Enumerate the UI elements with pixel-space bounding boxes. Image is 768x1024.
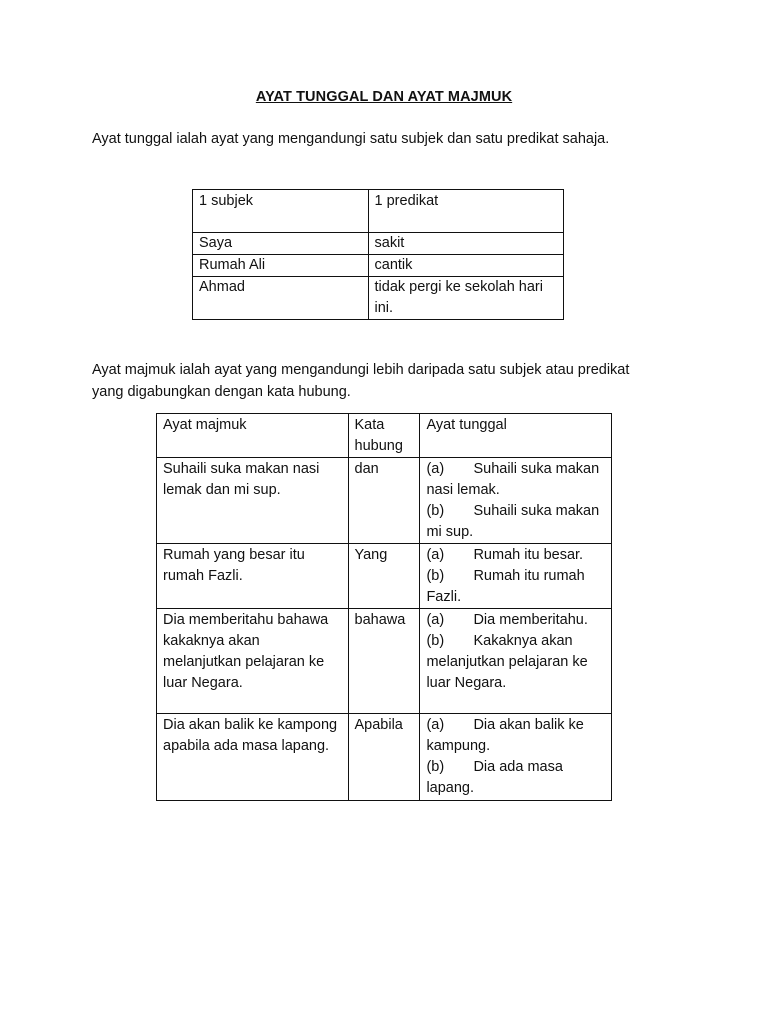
ayat-tunggal-a: (a) Dia akan balik ke kampung. <box>426 717 584 754</box>
ayat-tunggal-b: (b) Suhaili suka makan mi sup. <box>426 503 600 540</box>
ayat-tunggal-table <box>192 189 564 320</box>
cell-ayat-tunggal <box>420 714 612 801</box>
cell-predikat: cantik <box>368 255 563 277</box>
cell-ayat-tunggal <box>420 458 612 544</box>
cell-ayat-majmuk: Dia memberitahu bahawa kakaknya akan melanjutkan pelajaran ke luar Negara. <box>157 609 349 714</box>
table-row <box>157 458 612 544</box>
cell-kata-hubung: Apabila <box>348 714 420 801</box>
cell-subjek: Rumah Ali <box>193 255 369 277</box>
header-ayat-majmuk: Ayat majmuk <box>157 414 349 458</box>
cell-predikat: tidak pergi ke sekolah hari ini. <box>368 277 563 320</box>
table-row <box>157 609 612 714</box>
header-subjek: 1 subjek <box>193 190 369 233</box>
ayat-tunggal-b: (b) Dia ada masa lapang. <box>426 759 563 796</box>
table-header-row <box>193 190 564 233</box>
definition-ayat-majmuk: Ayat majmuk ialah ayat yang mengandungi lebih daripada satu subjek atau predikat yang digabungkan dengan kata hubung. <box>92 362 630 400</box>
cell-ayat-tunggal <box>420 544 612 609</box>
ayat-tunggal-b: (b) Rumah itu rumah Fazli. <box>426 568 585 605</box>
table-row <box>157 544 612 609</box>
ayat-tunggal-a: (a) Rumah itu besar. <box>426 547 584 563</box>
ayat-tunggal-a: (a) Suhaili suka makan nasi lemak. <box>426 461 600 498</box>
cell-predikat: sakit <box>368 233 563 255</box>
ayat-tunggal-b: (b) Kakaknya akan melanjutkan pelajaran ke luar Negara. <box>426 633 588 691</box>
cell-subjek: Ahmad <box>193 277 369 320</box>
page-title: AYAT TUNGGAL DAN AYAT MAJMUK <box>255 89 513 105</box>
ayat-majmuk-table <box>156 413 612 801</box>
definition-ayat-tunggal: Ayat tunggal ialah ayat yang mengandungi satu subjek dan satu predikat sahaja. <box>92 131 610 147</box>
cell-ayat-majmuk: Suhaili suka makan nasi lemak dan mi sup. <box>157 458 349 544</box>
header-predikat: 1 predikat <box>368 190 563 233</box>
cell-kata-hubung: bahawa <box>348 609 420 714</box>
table-row <box>193 255 564 277</box>
cell-ayat-tunggal <box>420 609 612 714</box>
table-row <box>193 277 564 320</box>
table-row <box>193 233 564 255</box>
header-ayat-tunggal: Ayat tunggal <box>420 414 612 458</box>
table-header-row <box>157 414 612 458</box>
cell-ayat-majmuk: Rumah yang besar itu rumah Fazli. <box>157 544 349 609</box>
ayat-tunggal-a: (a) Dia memberitahu. <box>426 612 588 628</box>
header-kata-hubung: Kata hubung <box>348 414 420 458</box>
cell-ayat-majmuk: Dia akan balik ke kampong apabila ada masa lapang. <box>157 714 349 801</box>
cell-kata-hubung: dan <box>348 458 420 544</box>
cell-kata-hubung: Yang <box>348 544 420 609</box>
table-row <box>157 714 612 801</box>
cell-subjek: Saya <box>193 233 369 255</box>
